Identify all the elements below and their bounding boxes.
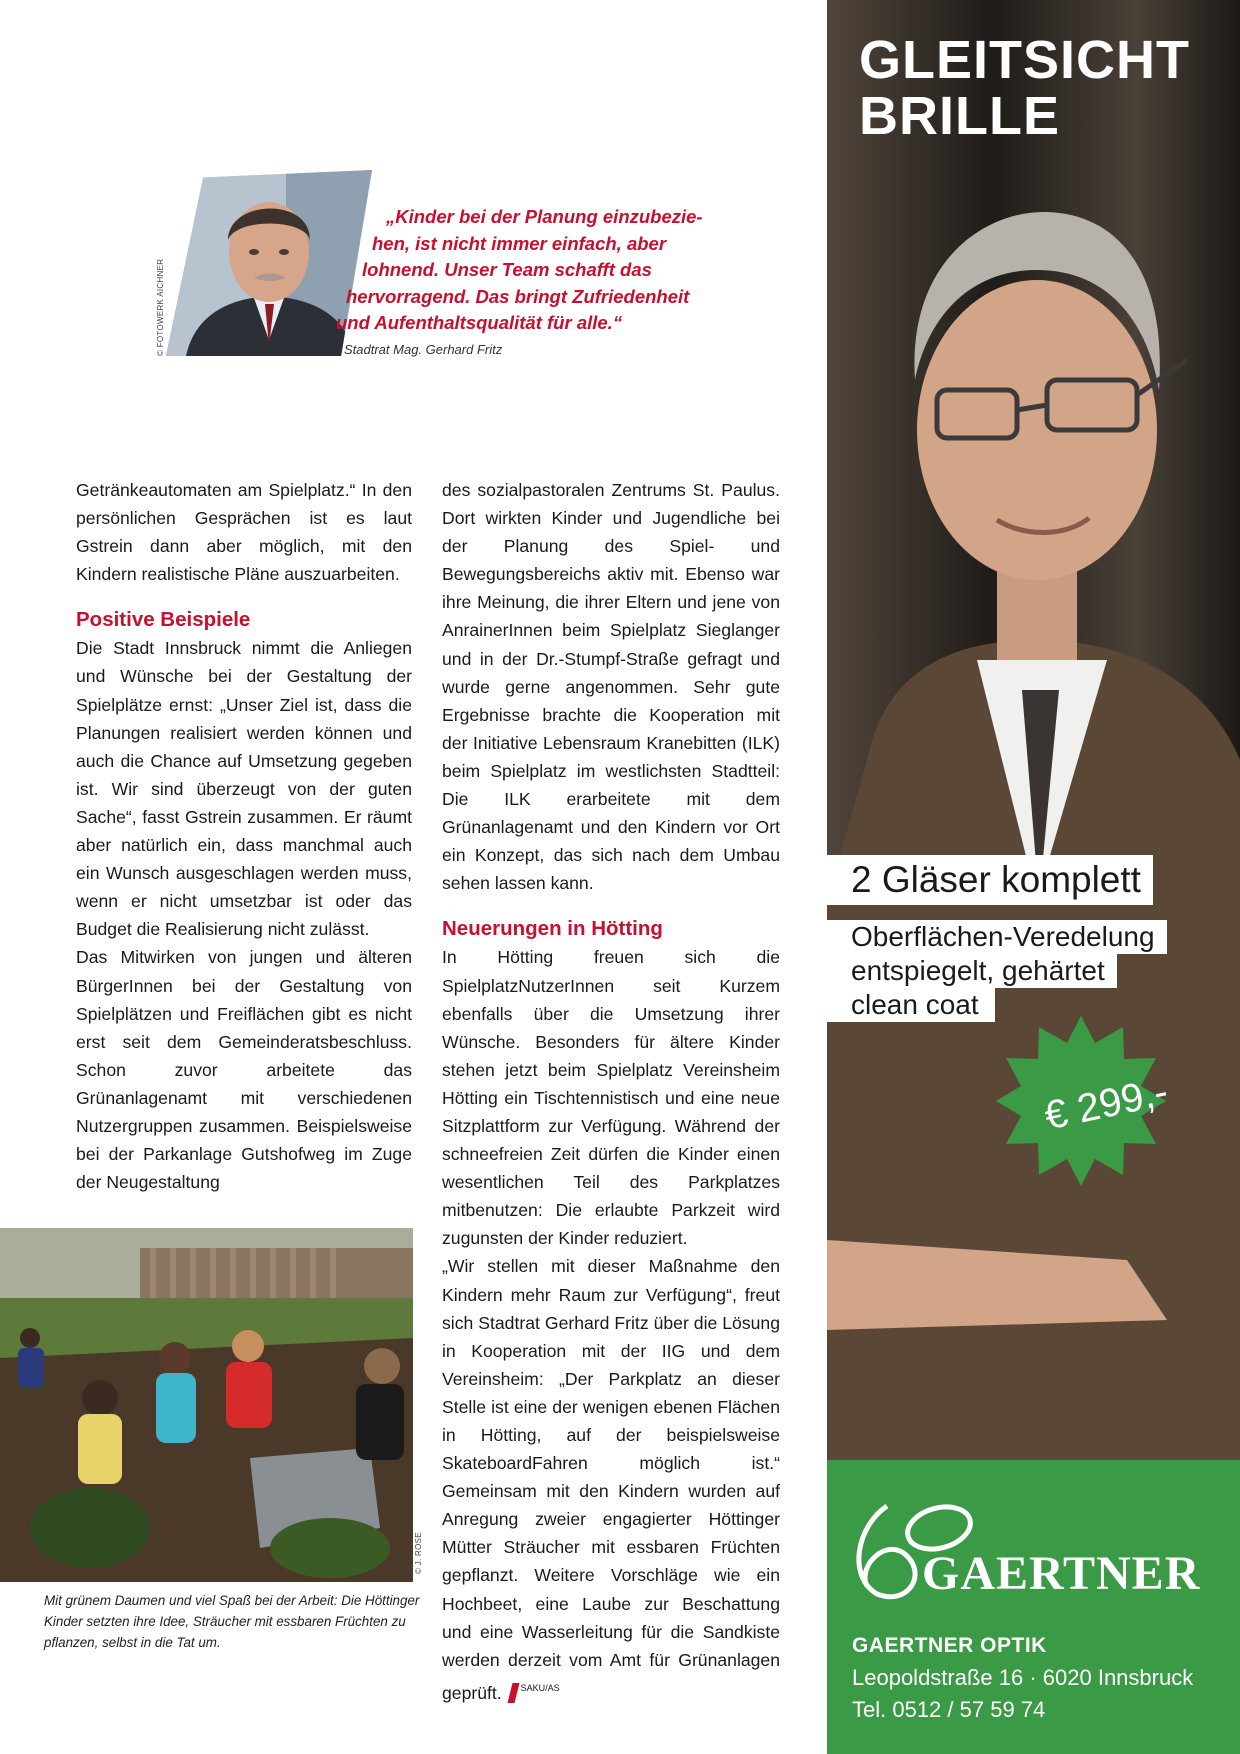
portrait-credit: © FOTOWERK AICHNER bbox=[156, 258, 165, 356]
price-label: € 299,- bbox=[1040, 1069, 1172, 1139]
article-column-1 bbox=[76, 476, 412, 1196]
author-signature: SAKU/AS bbox=[520, 1682, 560, 1693]
model-illustration bbox=[827, 0, 1240, 1460]
quote-line: lohnend. Unser Team schafft das bbox=[362, 259, 652, 280]
feature-label: clean coat bbox=[827, 988, 995, 1022]
photo-caption: Mit grünem Daumen und viel Spaß bei der Arbeit: Die Höttinger Kinder setzten ihre Idee, Sträucher mit essbaren Früchten zu pflanzen, selbst in die Tat um. bbox=[44, 1593, 420, 1650]
feature-label: Oberflächen-Veredelung bbox=[827, 920, 1167, 954]
quote-line: hervorragend. Das bringt Zufriedenheit bbox=[346, 285, 690, 307]
pull-quote bbox=[336, 204, 720, 337]
ad-headline bbox=[859, 32, 1190, 144]
contact-block bbox=[852, 1630, 1193, 1726]
paragraph: Die Stadt Innsbruck nimmt die Anliegen und Wünsche bei der Gestaltung der Spielplätze ernst: „Unser Ziel ist, dass die Planungen realisiert werden können und auch die Chance auf Umsetzung gegeben ist. Wir sind überzeugt von der guten Sache“, fasst Gstrein zusammen. Er räumt aber natürlich ein, dass manchmal auch ein Wunsch ausgeschlagen werden muss, wenn er nicht umsetzbar ist oder das Budget die Realisierung nicht zulässt. bbox=[76, 638, 412, 940]
model-photo bbox=[827, 0, 1240, 1460]
section-heading: Neuerungen in Hötting bbox=[442, 917, 663, 941]
brand-name: GAERTNER bbox=[922, 1547, 1201, 1600]
photo-credit: © J. ROSE bbox=[414, 1532, 423, 1574]
children-gardening-illustration bbox=[0, 1228, 413, 1582]
ad-headline-line: GLEITSICHT bbox=[859, 30, 1190, 90]
offer-label: 2 Gläser komplett bbox=[827, 855, 1153, 905]
paragraph bbox=[442, 1252, 780, 1707]
company-phone: Tel. 0512 / 57 59 74 bbox=[852, 1697, 1046, 1722]
section-heading: Positive Beispiele bbox=[76, 608, 251, 632]
ad-headline-line: BRILLE bbox=[859, 86, 1060, 146]
paragraph: Getränkeautomaten am Spielplatz.“ In den persönlichen Gesprächen ist es laut Gstrein dann aber möglich, mit den Kindern realistische Pläne auszuarbeiten. bbox=[76, 480, 412, 585]
advertisement-panel bbox=[827, 0, 1240, 1754]
paragraph: In Hötting freuen sich die SpielplatzNutzerInnen seit Kurzem ebenfalls über die Umsetzung ihrer Wünsche. Besonders für ältere Kinder stehen jetzt beim Spielplatz Vereinsheim Hötting ein Tischtennistisch und eine neue Sitzplattform zur Verfügung. Während der schneefreien Zeit dürfen die Kinder einen wesentlichen Teil des Parkplatzes mitbenutzen: Die erlaubte Parkzeit wird zugunsten der Kinder reduziert. bbox=[442, 947, 780, 1249]
paragraph: des sozialpastoralen Zentrums St. Paulus. Dort wirkten Kinder und Jugendliche bei der Planung des Spiel- und Bewegungsbereichs aktiv mit. Ebenso war ihre Meinung, die ihrer Eltern und jene von AnrainerInnen beim Spielplatz Sieglanger und in der Dr.-Stumpf-Straße gefragt und wurde gerne angenommen. Sehr gute Ergebnisse brachte die Kooperation mit der Initiative Lebensraum Kranebitten (ILK) beim Spielplatz im westlichsten Stadtteil: Die ILK erarbeitete mit dem Grünanlagenamt und den Kindern vor Ort ein Konzept, das sich nach dem Umbau sehen lassen kann. bbox=[442, 480, 780, 894]
quote-line: und Aufenthaltsqualität für alle.“ bbox=[336, 312, 623, 333]
feature-label: entspiegelt, gehärtet bbox=[827, 954, 1117, 988]
paragraph: Das Mitwirken von jungen und älteren BürgerInnen bei der Gestaltung von Spielplätzen und Freiflächen gibt es nicht erst seit dem Gemeinderatsbeschluss. Schon zuvor arbeitete das Grünanlagenamt mit verschiedenen Nutzergruppen zusammen. Beispielsweise bei der Parkanlage Gutshofweg im Zuge der Neugestaltung bbox=[76, 947, 412, 1193]
children-gardening-photo bbox=[0, 1228, 413, 1582]
company-name: GAERTNER OPTIK bbox=[852, 1634, 1047, 1657]
quote-line: „Kinder bei der Planung einzubezie- bbox=[386, 206, 703, 227]
company-address: Leopoldstraße 16 · 6020 Innsbruck bbox=[852, 1665, 1194, 1690]
quote-line: hen, ist nicht immer einfach, aber bbox=[372, 232, 667, 254]
quote-author: Stadtrat Mag. Gerhard Fritz bbox=[344, 342, 503, 357]
article-column-2 bbox=[442, 476, 780, 1707]
paragraph-text: „Wir stellen mit dieser Maßnahme den Kindern mehr Raum zur Verfügung“, freut sich Stadtrat Gerhard Fritz über die Lösung in Kooperation mit der IIG und dem Vereinsheim: „Der Parkplatz an dieser Stelle ist eine der wenigen ebenen Flächen in Hötting, auf der beispielsweise SkateboardFahren möglich ist.“ Gemeinsam mit den Kindern wurden auf Anregung zweier engagierter Höttinger Mütter Sträucher mit essbaren Früchten gepflanzt. Weitere Vorschläge wie ein Hochbeet, eine Laube zur Beschattung und eine Wasserleitung für die Sandkiste werden derzeit vom Amt für Grünanlagen geprüft. bbox=[442, 1256, 780, 1703]
signature-mark bbox=[507, 1683, 519, 1703]
